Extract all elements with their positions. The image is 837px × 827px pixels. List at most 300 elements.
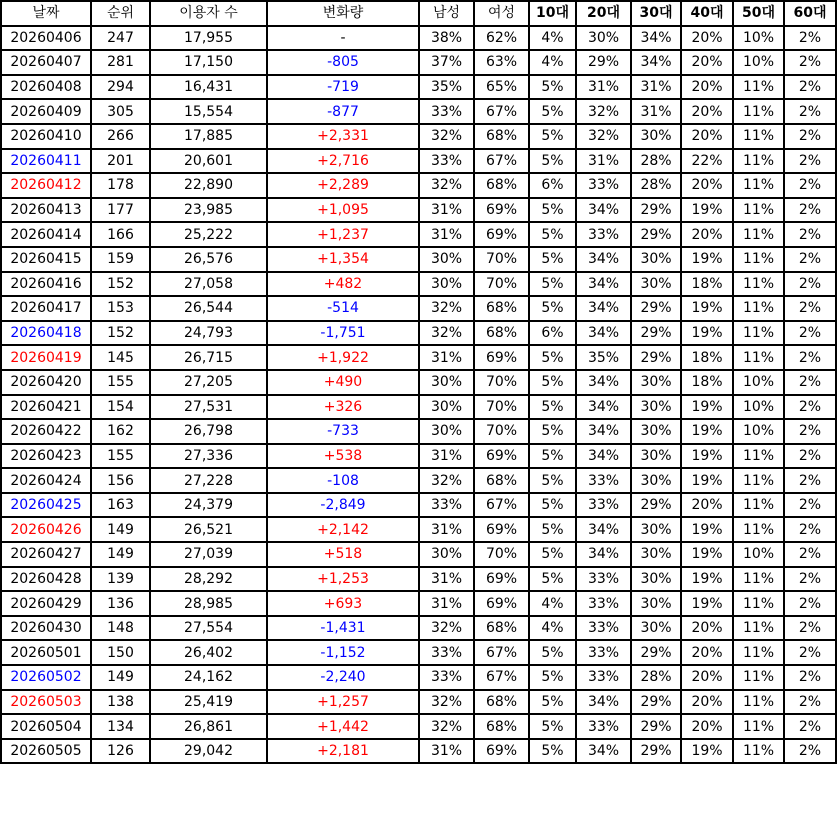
cell-rank: 159 (91, 247, 150, 272)
cell-rank: 126 (91, 739, 150, 764)
cell-age-20s: 32% (576, 99, 631, 124)
header-row (1, 1, 836, 26)
cell-age-20s: 34% (576, 370, 631, 395)
cell-age-30s: 30% (631, 616, 681, 641)
cell-male: 31% (419, 345, 474, 370)
cell-age-20s: 33% (576, 714, 631, 739)
cell-rank: 138 (91, 690, 150, 715)
cell-age-10s: 5% (529, 247, 576, 272)
cell-change: +1,237 (267, 222, 419, 247)
cell-change: +2,716 (267, 149, 419, 174)
cell-age-50s: 11% (733, 296, 784, 321)
cell-change: -108 (267, 468, 419, 493)
cell-age-40s: 20% (681, 665, 733, 690)
cell-female: 67% (474, 149, 529, 174)
cell-age-40s: 18% (681, 370, 733, 395)
cell-age-50s: 11% (733, 591, 784, 616)
cell-female: 67% (474, 99, 529, 124)
cell-age-20s: 33% (576, 222, 631, 247)
table-row (1, 640, 836, 665)
cell-age-10s: 5% (529, 739, 576, 764)
cell-rank: 149 (91, 665, 150, 690)
cell-users: 17,885 (150, 124, 267, 149)
cell-age-10s: 4% (529, 616, 576, 641)
table-row (1, 173, 836, 198)
cell-age-10s: 5% (529, 419, 576, 444)
cell-age-10s: 5% (529, 99, 576, 124)
cell-age-10s: 5% (529, 149, 576, 174)
cell-age-60s: 2% (784, 690, 836, 715)
table-row (1, 370, 836, 395)
table-row (1, 345, 836, 370)
table-row (1, 149, 836, 174)
header-age-10s: 10대 (529, 1, 576, 26)
header-age-60s: 60대 (784, 1, 836, 26)
cell-age-60s: 2% (784, 149, 836, 174)
cell-age-10s: 5% (529, 468, 576, 493)
cell-rank: 153 (91, 296, 150, 321)
cell-age-20s: 34% (576, 542, 631, 567)
cell-age-50s: 11% (733, 714, 784, 739)
cell-age-30s: 34% (631, 50, 681, 75)
cell-age-30s: 29% (631, 222, 681, 247)
cell-age-60s: 2% (784, 665, 836, 690)
cell-change: +1,095 (267, 198, 419, 223)
cell-rank: 162 (91, 419, 150, 444)
cell-change: -1,751 (267, 321, 419, 346)
header-change: 변화량 (267, 1, 419, 26)
cell-age-40s: 19% (681, 296, 733, 321)
header-age-40s: 40대 (681, 1, 733, 26)
header-date: 날짜 (1, 1, 91, 26)
cell-date: 20260413 (1, 198, 91, 223)
cell-users: 23,985 (150, 198, 267, 223)
cell-age-60s: 2% (784, 640, 836, 665)
cell-age-40s: 18% (681, 345, 733, 370)
cell-age-30s: 30% (631, 247, 681, 272)
cell-change: +2,331 (267, 124, 419, 149)
cell-date: 20260504 (1, 714, 91, 739)
cell-age-50s: 11% (733, 247, 784, 272)
cell-change: +693 (267, 591, 419, 616)
table-row (1, 198, 836, 223)
cell-age-20s: 35% (576, 345, 631, 370)
cell-female: 69% (474, 345, 529, 370)
table-row (1, 247, 836, 272)
cell-date: 20260412 (1, 173, 91, 198)
table-row (1, 395, 836, 420)
cell-date: 20260406 (1, 26, 91, 51)
cell-female: 67% (474, 493, 529, 518)
cell-male: 32% (419, 321, 474, 346)
cell-age-60s: 2% (784, 99, 836, 124)
cell-age-50s: 11% (733, 665, 784, 690)
cell-age-50s: 11% (733, 272, 784, 297)
cell-age-40s: 19% (681, 395, 733, 420)
cell-age-50s: 10% (733, 395, 784, 420)
cell-age-10s: 5% (529, 444, 576, 469)
cell-rank: 149 (91, 517, 150, 542)
cell-age-30s: 30% (631, 444, 681, 469)
cell-age-40s: 19% (681, 321, 733, 346)
header-age-50s: 50대 (733, 1, 784, 26)
cell-age-20s: 33% (576, 493, 631, 518)
cell-age-50s: 11% (733, 690, 784, 715)
cell-male: 38% (419, 26, 474, 51)
cell-users: 27,554 (150, 616, 267, 641)
cell-rank: 281 (91, 50, 150, 75)
cell-age-20s: 33% (576, 173, 631, 198)
cell-users: 20,601 (150, 149, 267, 174)
cell-age-60s: 2% (784, 296, 836, 321)
cell-users: 26,521 (150, 517, 267, 542)
cell-age-30s: 29% (631, 739, 681, 764)
cell-users: 22,890 (150, 173, 267, 198)
cell-age-40s: 20% (681, 616, 733, 641)
cell-female: 70% (474, 419, 529, 444)
cell-female: 68% (474, 124, 529, 149)
cell-change: +326 (267, 395, 419, 420)
cell-users: 27,039 (150, 542, 267, 567)
cell-change: +1,922 (267, 345, 419, 370)
cell-change: -733 (267, 419, 419, 444)
cell-female: 63% (474, 50, 529, 75)
cell-female: 68% (474, 714, 529, 739)
cell-age-50s: 11% (733, 222, 784, 247)
cell-female: 68% (474, 173, 529, 198)
cell-date: 20260420 (1, 370, 91, 395)
cell-male: 33% (419, 493, 474, 518)
cell-age-20s: 34% (576, 517, 631, 542)
cell-age-30s: 31% (631, 75, 681, 100)
cell-age-40s: 19% (681, 591, 733, 616)
cell-change: -1,152 (267, 640, 419, 665)
cell-female: 70% (474, 542, 529, 567)
table-row (1, 714, 836, 739)
cell-age-60s: 2% (784, 468, 836, 493)
cell-male: 30% (419, 419, 474, 444)
cell-users: 24,793 (150, 321, 267, 346)
cell-age-40s: 19% (681, 739, 733, 764)
cell-age-20s: 34% (576, 296, 631, 321)
cell-age-20s: 34% (576, 395, 631, 420)
table-row (1, 517, 836, 542)
table-row (1, 124, 836, 149)
table-row (1, 75, 836, 100)
cell-age-40s: 20% (681, 75, 733, 100)
cell-date: 20260502 (1, 665, 91, 690)
cell-age-10s: 5% (529, 124, 576, 149)
cell-date: 20260409 (1, 99, 91, 124)
cell-age-10s: 5% (529, 714, 576, 739)
cell-age-60s: 2% (784, 75, 836, 100)
cell-female: 62% (474, 26, 529, 51)
header-age-30s: 30대 (631, 1, 681, 26)
cell-age-20s: 33% (576, 567, 631, 592)
cell-age-50s: 10% (733, 26, 784, 51)
cell-age-40s: 20% (681, 124, 733, 149)
cell-age-10s: 5% (529, 296, 576, 321)
cell-users: 27,058 (150, 272, 267, 297)
header-rank: 순위 (91, 1, 150, 26)
table-row (1, 468, 836, 493)
cell-age-40s: 19% (681, 567, 733, 592)
cell-age-30s: 28% (631, 173, 681, 198)
cell-age-60s: 2% (784, 616, 836, 641)
table-row (1, 296, 836, 321)
cell-users: 26,715 (150, 345, 267, 370)
cell-date: 20260415 (1, 247, 91, 272)
cell-rank: 150 (91, 640, 150, 665)
cell-age-50s: 11% (733, 468, 784, 493)
cell-change: +2,289 (267, 173, 419, 198)
cell-age-10s: 5% (529, 198, 576, 223)
cell-age-10s: 5% (529, 395, 576, 420)
cell-age-10s: 5% (529, 272, 576, 297)
cell-age-40s: 20% (681, 99, 733, 124)
cell-change: +518 (267, 542, 419, 567)
cell-rank: 177 (91, 198, 150, 223)
cell-age-50s: 11% (733, 517, 784, 542)
cell-age-20s: 30% (576, 26, 631, 51)
header-age-20s: 20대 (576, 1, 631, 26)
cell-rank: 294 (91, 75, 150, 100)
cell-change: +2,181 (267, 739, 419, 764)
cell-male: 31% (419, 198, 474, 223)
cell-rank: 156 (91, 468, 150, 493)
cell-users: 26,798 (150, 419, 267, 444)
cell-age-30s: 30% (631, 567, 681, 592)
cell-age-40s: 20% (681, 26, 733, 51)
cell-age-20s: 32% (576, 124, 631, 149)
table-row (1, 321, 836, 346)
cell-age-30s: 29% (631, 640, 681, 665)
cell-change: - (267, 26, 419, 51)
cell-date: 20260417 (1, 296, 91, 321)
cell-male: 32% (419, 173, 474, 198)
cell-date: 20260410 (1, 124, 91, 149)
header-female: 여성 (474, 1, 529, 26)
cell-male: 33% (419, 99, 474, 124)
cell-male: 32% (419, 714, 474, 739)
cell-age-40s: 20% (681, 493, 733, 518)
cell-age-20s: 34% (576, 690, 631, 715)
cell-age-10s: 5% (529, 690, 576, 715)
cell-male: 31% (419, 591, 474, 616)
cell-age-40s: 19% (681, 198, 733, 223)
cell-male: 30% (419, 370, 474, 395)
cell-male: 31% (419, 222, 474, 247)
cell-age-40s: 20% (681, 50, 733, 75)
cell-date: 20260408 (1, 75, 91, 100)
cell-rank: 139 (91, 567, 150, 592)
cell-age-50s: 11% (733, 739, 784, 764)
cell-age-50s: 10% (733, 50, 784, 75)
cell-female: 65% (474, 75, 529, 100)
cell-male: 32% (419, 468, 474, 493)
cell-female: 68% (474, 690, 529, 715)
cell-age-20s: 34% (576, 321, 631, 346)
cell-users: 26,544 (150, 296, 267, 321)
cell-users: 28,292 (150, 567, 267, 592)
cell-rank: 266 (91, 124, 150, 149)
cell-age-60s: 2% (784, 739, 836, 764)
table-row (1, 542, 836, 567)
cell-age-30s: 28% (631, 665, 681, 690)
cell-age-40s: 19% (681, 247, 733, 272)
cell-age-50s: 11% (733, 345, 784, 370)
cell-date: 20260419 (1, 345, 91, 370)
cell-users: 17,150 (150, 50, 267, 75)
cell-users: 26,402 (150, 640, 267, 665)
cell-age-20s: 33% (576, 640, 631, 665)
cell-female: 70% (474, 395, 529, 420)
cell-age-30s: 31% (631, 99, 681, 124)
cell-change: +1,253 (267, 567, 419, 592)
table-row (1, 26, 836, 51)
cell-age-30s: 30% (631, 542, 681, 567)
cell-age-20s: 34% (576, 247, 631, 272)
cell-age-60s: 2% (784, 395, 836, 420)
cell-female: 68% (474, 468, 529, 493)
cell-change: +1,442 (267, 714, 419, 739)
cell-age-60s: 2% (784, 26, 836, 51)
cell-users: 28,985 (150, 591, 267, 616)
table-row (1, 222, 836, 247)
cell-female: 68% (474, 296, 529, 321)
cell-age-10s: 4% (529, 26, 576, 51)
cell-age-20s: 33% (576, 468, 631, 493)
cell-date: 20260411 (1, 149, 91, 174)
cell-change: +482 (267, 272, 419, 297)
cell-age-50s: 11% (733, 149, 784, 174)
cell-age-40s: 19% (681, 468, 733, 493)
cell-age-30s: 29% (631, 321, 681, 346)
cell-age-50s: 11% (733, 321, 784, 346)
cell-age-60s: 2% (784, 370, 836, 395)
cell-age-30s: 29% (631, 296, 681, 321)
cell-male: 31% (419, 517, 474, 542)
cell-female: 69% (474, 198, 529, 223)
cell-female: 67% (474, 665, 529, 690)
cell-date: 20260426 (1, 517, 91, 542)
cell-age-30s: 30% (631, 591, 681, 616)
table-row (1, 419, 836, 444)
cell-age-30s: 28% (631, 149, 681, 174)
cell-users: 25,222 (150, 222, 267, 247)
cell-age-10s: 5% (529, 665, 576, 690)
cell-rank: 152 (91, 321, 150, 346)
cell-age-30s: 29% (631, 714, 681, 739)
cell-age-60s: 2% (784, 247, 836, 272)
cell-female: 70% (474, 370, 529, 395)
cell-age-40s: 20% (681, 714, 733, 739)
cell-users: 17,955 (150, 26, 267, 51)
cell-age-40s: 19% (681, 517, 733, 542)
cell-age-10s: 6% (529, 321, 576, 346)
table-row (1, 272, 836, 297)
cell-age-60s: 2% (784, 50, 836, 75)
cell-age-10s: 5% (529, 345, 576, 370)
cell-age-50s: 11% (733, 616, 784, 641)
cell-age-60s: 2% (784, 345, 836, 370)
cell-male: 31% (419, 567, 474, 592)
cell-rank: 149 (91, 542, 150, 567)
cell-users: 15,554 (150, 99, 267, 124)
cell-female: 69% (474, 517, 529, 542)
cell-age-20s: 34% (576, 444, 631, 469)
cell-age-10s: 4% (529, 591, 576, 616)
cell-rank: 134 (91, 714, 150, 739)
cell-age-60s: 2% (784, 591, 836, 616)
cell-users: 26,576 (150, 247, 267, 272)
cell-age-60s: 2% (784, 542, 836, 567)
cell-age-50s: 10% (733, 419, 784, 444)
cell-users: 24,162 (150, 665, 267, 690)
cell-age-30s: 29% (631, 345, 681, 370)
cell-male: 31% (419, 739, 474, 764)
cell-users: 27,228 (150, 468, 267, 493)
cell-rank: 178 (91, 173, 150, 198)
cell-change: +490 (267, 370, 419, 395)
cell-age-50s: 10% (733, 542, 784, 567)
cell-age-50s: 11% (733, 75, 784, 100)
cell-age-60s: 2% (784, 173, 836, 198)
cell-male: 32% (419, 124, 474, 149)
cell-users: 27,531 (150, 395, 267, 420)
cell-rank: 155 (91, 444, 150, 469)
cell-age-20s: 34% (576, 198, 631, 223)
cell-date: 20260503 (1, 690, 91, 715)
cell-age-40s: 20% (681, 690, 733, 715)
cell-age-60s: 2% (784, 222, 836, 247)
cell-age-30s: 30% (631, 419, 681, 444)
cell-age-20s: 31% (576, 75, 631, 100)
cell-users: 25,419 (150, 690, 267, 715)
cell-age-50s: 11% (733, 640, 784, 665)
table-row (1, 665, 836, 690)
cell-date: 20260429 (1, 591, 91, 616)
cell-age-60s: 2% (784, 714, 836, 739)
cell-age-10s: 5% (529, 542, 576, 567)
cell-female: 69% (474, 567, 529, 592)
cell-male: 35% (419, 75, 474, 100)
cell-age-40s: 20% (681, 173, 733, 198)
cell-male: 32% (419, 690, 474, 715)
cell-age-20s: 33% (576, 616, 631, 641)
cell-change: +2,142 (267, 517, 419, 542)
cell-rank: 148 (91, 616, 150, 641)
cell-age-30s: 30% (631, 370, 681, 395)
table-row (1, 444, 836, 469)
cell-female: 69% (474, 444, 529, 469)
cell-age-40s: 20% (681, 222, 733, 247)
cell-age-30s: 29% (631, 690, 681, 715)
cell-age-10s: 5% (529, 75, 576, 100)
table-row (1, 616, 836, 641)
cell-male: 33% (419, 640, 474, 665)
cell-change: -877 (267, 99, 419, 124)
cell-date: 20260505 (1, 739, 91, 764)
cell-users: 24,379 (150, 493, 267, 518)
cell-age-30s: 30% (631, 517, 681, 542)
table-row (1, 739, 836, 764)
cell-date: 20260416 (1, 272, 91, 297)
cell-age-30s: 30% (631, 124, 681, 149)
cell-age-60s: 2% (784, 444, 836, 469)
cell-change: -2,240 (267, 665, 419, 690)
table-row (1, 591, 836, 616)
